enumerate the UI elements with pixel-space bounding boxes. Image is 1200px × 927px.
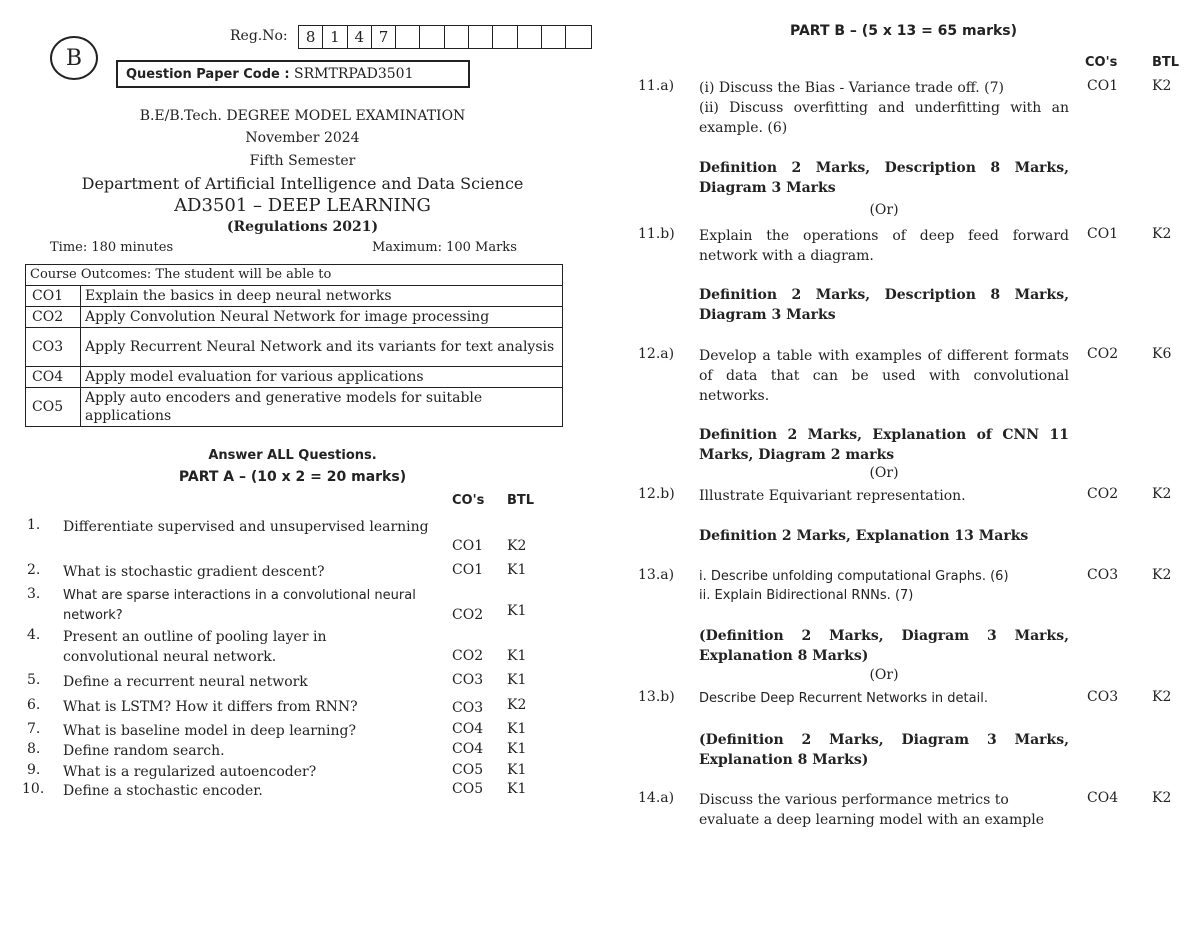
reg-digit-box [420, 26, 444, 48]
question-text: What is baseline model in deep learning? [63, 723, 356, 739]
question-btl: K1 [507, 721, 527, 737]
exam-month: November 2024 [245, 130, 360, 146]
question-btl: K2 [507, 538, 527, 554]
degree-title: B.E/B.Tech. DEGREE MODEL EXAMINATION [139, 108, 466, 124]
question-co: CO3 [1087, 689, 1119, 705]
question-number: 10. [22, 781, 45, 797]
question-number: 12.a) [638, 346, 675, 362]
co-description: Apply model evaluation for various applications [81, 367, 563, 388]
table-row [26, 388, 563, 427]
reg-no-boxes [298, 25, 592, 49]
semester: Fifth Semester [249, 153, 356, 169]
question-co: CO3 [452, 672, 484, 688]
course-outcomes-table [25, 264, 563, 427]
marking-scheme: (Definition 2 Marks, Diagram 3 Marks, Explanation 8 Marks) [699, 628, 1069, 664]
set-label-circle: B [50, 36, 98, 80]
question-co: CO5 [452, 762, 484, 778]
question-number: 5. [27, 672, 41, 688]
question-co: CO3 [1087, 567, 1119, 583]
question-number: 11.b) [638, 226, 675, 242]
question-text: What is stochastic gradient descent? [63, 564, 325, 580]
question-co: CO4 [452, 741, 484, 757]
reg-digit-box: 1 [323, 26, 347, 48]
reg-digit-box [518, 26, 542, 48]
part-a-co-header: CO's [452, 493, 485, 508]
question-number: 11.a) [638, 78, 675, 94]
or-separator: (Or) [869, 465, 899, 481]
question-number: 13.a) [638, 567, 675, 583]
question-btl: K2 [1152, 486, 1172, 502]
question-text: Discuss the various performance metrics to evaluate a deep learning model with an example [699, 792, 1044, 828]
question-co: CO1 [452, 562, 484, 578]
question-btl: K1 [507, 648, 527, 664]
reg-no-label: Reg.No: [230, 28, 288, 44]
exam-duration: Time: 180 minutes [50, 240, 174, 255]
question-btl: K2 [1152, 226, 1172, 242]
question-btl: K1 [507, 603, 527, 619]
table-row [26, 367, 563, 388]
part-a-title: PART A – (10 x 2 = 20 marks) [178, 469, 407, 485]
question-btl: K2 [1152, 790, 1172, 806]
question-co: CO4 [1087, 790, 1119, 806]
question-number: 9. [27, 762, 41, 778]
co-description: Explain the basics in deep neural networks [81, 286, 563, 307]
question-text: Present an outline of pooling layer in convolutional neural network. [63, 629, 327, 665]
qp-code-label: Question Paper Code : [126, 66, 290, 82]
question-text: Define random search. [63, 743, 225, 759]
reg-digit-box: 4 [348, 26, 372, 48]
question-number: 1. [27, 517, 41, 533]
co-code: CO4 [26, 367, 81, 388]
question-co: CO1 [452, 538, 484, 554]
question-btl: K2 [1152, 78, 1172, 94]
maximum-marks: Maximum: 100 Marks [372, 240, 517, 255]
subject-title: AD3501 – DEEP LEARNING [174, 195, 431, 216]
question-co: CO3 [452, 700, 484, 716]
question-btl: K6 [1152, 346, 1172, 362]
co-description: Apply Convolution Neural Network for image processing [81, 307, 563, 328]
or-separator: (Or) [869, 202, 899, 218]
reg-digit-box [396, 26, 420, 48]
question-text: (i) Discuss the Bias - Variance trade off. (7) [699, 80, 1004, 96]
question-co: CO1 [1087, 78, 1119, 94]
question-co: CO2 [1087, 486, 1119, 502]
question-text: Explain the operations of deep feed forward network with a diagram. [699, 228, 1069, 264]
question-number: 13.b) [638, 689, 675, 705]
question-number: 12.b) [638, 486, 675, 502]
course-outcomes-heading: Course Outcomes: The student will be able to [26, 265, 563, 286]
question-text: Define a stochastic encoder. [63, 783, 263, 799]
marking-scheme: Definition 2 Marks, Description 8 Marks, Diagram 3 Marks [699, 160, 1069, 196]
part-b-co-header: CO's [1085, 55, 1118, 70]
question-btl: K2 [1152, 567, 1172, 583]
question-number: 7. [27, 721, 41, 737]
question-co: CO2 [452, 648, 484, 664]
marking-scheme: Definition 2 Marks, Description 8 Marks, Diagram 3 Marks [699, 287, 1069, 323]
question-btl: K2 [1152, 689, 1172, 705]
or-separator: (Or) [869, 667, 899, 683]
question-number: 8. [27, 741, 41, 757]
co-code: CO5 [26, 388, 81, 427]
question-text: Define a recurrent neural network [63, 674, 308, 690]
reg-digit-box [493, 26, 517, 48]
question-number: 4. [27, 627, 41, 643]
question-co: CO1 [1087, 226, 1119, 242]
question-text: ii. Explain Bidirectional RNNs. (7) [699, 588, 914, 603]
question-btl: K1 [507, 672, 527, 688]
part-a-btl-header: BTL [507, 493, 535, 508]
reg-digit-box: 7 [372, 26, 396, 48]
qp-code-value: SRMTRPAD3501 [294, 66, 414, 82]
question-number: 2. [27, 562, 41, 578]
question-number: 6. [27, 697, 41, 713]
table-row [26, 328, 563, 367]
table-row [26, 307, 563, 328]
question-btl: K1 [507, 781, 527, 797]
question-paper-code-box [116, 60, 470, 88]
question-text: (ii) Discuss overfitting and underfitting with an example. (6) [699, 100, 1069, 136]
co-code: CO3 [26, 328, 81, 367]
question-co: CO5 [452, 781, 484, 797]
table-row [26, 286, 563, 307]
department: Department of Artificial Intelligence and Data Science [81, 174, 524, 193]
question-btl: K2 [507, 697, 527, 713]
question-text: Differentiate supervised and unsupervised learning [63, 519, 429, 535]
part-b-btl-header: BTL [1152, 55, 1180, 70]
question-text: What is LSTM? How it differs from RNN? [63, 699, 358, 715]
reg-digit-box [445, 26, 469, 48]
part-a-instruction: Answer ALL Questions. [208, 448, 377, 463]
question-text: i. Describe unfolding computational Graphs. (6) [699, 569, 1009, 584]
marking-scheme: Definition 2 Marks, Explanation 13 Marks [699, 528, 1029, 544]
marking-scheme: Definition 2 Marks, Explanation of CNN 11 Marks, Diagram 2 marks [699, 427, 1069, 463]
co-code: CO1 [26, 286, 81, 307]
reg-digit-box [566, 26, 590, 48]
reg-digit-box [542, 26, 566, 48]
question-text: What is a regularized autoencoder? [63, 764, 317, 780]
co-description: Apply auto encoders and generative models for suitable applications [81, 388, 563, 427]
marking-scheme: (Definition 2 Marks, Diagram 3 Marks, Explanation 8 Marks) [699, 732, 1069, 768]
question-text: Develop a table with examples of different formats of data that can be used with convolutional networks. [699, 348, 1069, 404]
question-btl: K1 [507, 741, 527, 757]
question-text: What are sparse interactions in a convolutional neural network? [63, 588, 416, 623]
question-co: CO2 [452, 607, 484, 623]
question-text: Describe Deep Recurrent Networks in detail. [699, 691, 988, 706]
question-co: CO2 [1087, 346, 1119, 362]
reg-digit-box: 8 [299, 26, 323, 48]
question-btl: K1 [507, 562, 527, 578]
question-number: 14.a) [638, 790, 675, 806]
part-b-title: PART B – (5 x 13 = 65 marks) [790, 23, 1018, 39]
question-text: Illustrate Equivariant representation. [699, 488, 966, 504]
question-number: 3. [27, 586, 41, 602]
question-co: CO4 [452, 721, 484, 737]
co-code: CO2 [26, 307, 81, 328]
co-description: Apply Recurrent Neural Network and its variants for text analysis [81, 328, 563, 367]
reg-digit-box [469, 26, 493, 48]
regulations: (Regulations 2021) [226, 219, 379, 235]
question-btl: K1 [507, 762, 527, 778]
